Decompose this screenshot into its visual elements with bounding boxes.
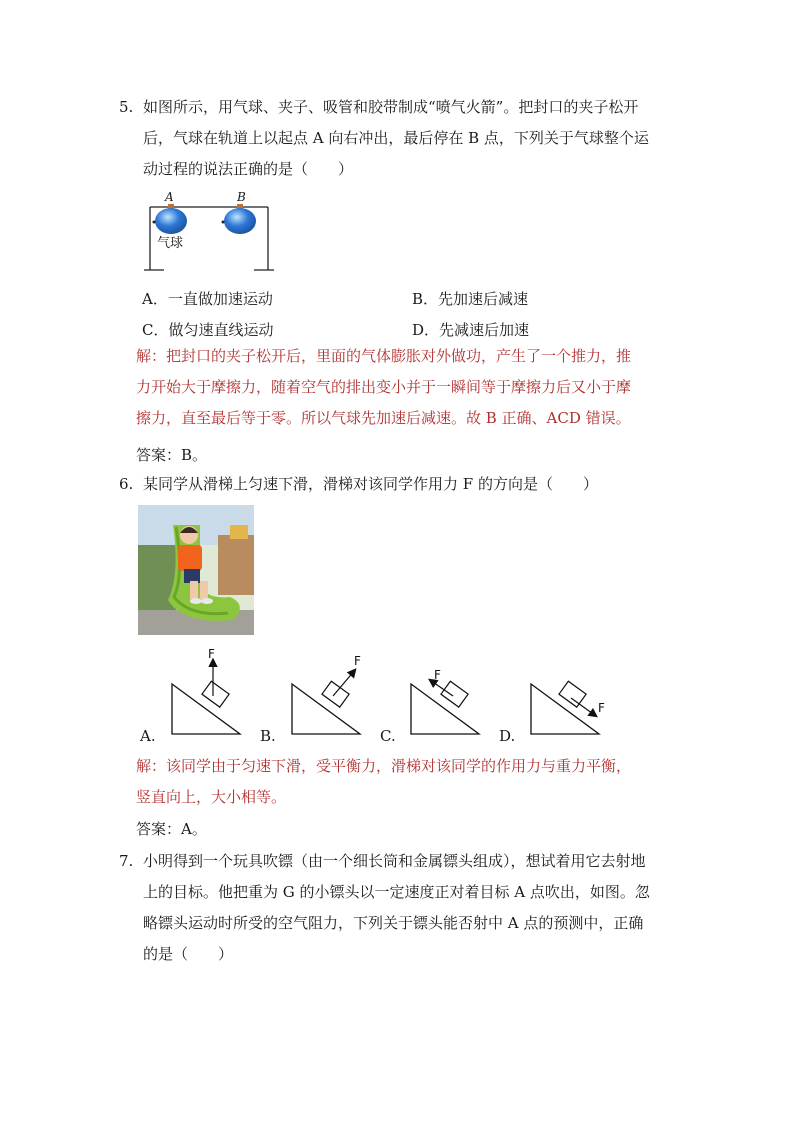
question-line: 的是（ ） (143, 945, 234, 963)
question-text (143, 469, 679, 500)
nozzle-a (153, 221, 156, 224)
nozzle-b (222, 221, 225, 224)
question-line: 上的目标。他把重为 G 的小镖头以一定速度正对着目标 A 点吹出，如图。忽 (143, 883, 650, 901)
question-7 (119, 846, 679, 970)
solution-line: 力开始大于摩擦力，随着空气的排出变小并于一瞬间等于摩擦力后又小于摩 (136, 378, 632, 396)
balloon-b (224, 208, 256, 234)
question-line: 动过程的说法正确的是（ ） (143, 160, 354, 178)
solution-line: 解：该同学由于匀速下滑，受平衡力，滑梯对该同学的作用力与重力平衡， (136, 757, 632, 775)
balloon-figure (140, 190, 280, 278)
solution-line: 擦力，直至最后等于零。所以气球先加速后减速。故 B 正确、ACD 错误。 (136, 409, 631, 427)
question-line: 略镖头运动时所受的空气阻力，下列关于镖头能否射中 A 点的预测中，正确 (143, 914, 644, 932)
option-b: B．先加速后减速 (412, 290, 529, 308)
option-c: C．做匀速直线运动 (142, 321, 274, 339)
question-line: 小明得到一个玩具吹镖（由一个细长筒和金属镖头组成），想试着用它去射地 (143, 852, 646, 870)
option-d: D. (499, 727, 516, 745)
point-b-label: B (237, 190, 246, 204)
option-b: B. (260, 727, 276, 745)
option-a: A．一直做加速运动 (142, 290, 273, 308)
question-line: 如图所示，用气球、夹子、吸管和胶带制成“喷气火箭”。把封口的夹子松开 (143, 98, 639, 116)
force-label-a: F (208, 647, 215, 661)
question-number: 6. (119, 475, 134, 493)
solution-line: 竖直向上，大小相等。 (136, 788, 287, 806)
question-text (143, 846, 679, 970)
answer-5: 答案：B。 (136, 446, 208, 464)
child-on-slide-image (138, 505, 254, 635)
solution-5 (136, 341, 681, 434)
balloon-track-diagram (140, 190, 280, 278)
force-label-c: F (434, 668, 441, 682)
solution-line: 解：把封口的夹子松开后，里面的气体膨胀对外做功，产生了一个推力，推 (136, 347, 632, 365)
balloon-a (155, 208, 187, 234)
balloon-label: 气球 (157, 236, 184, 251)
point-a-label: A (165, 190, 174, 204)
question-5 (119, 92, 679, 185)
question-number: 5. (119, 98, 134, 116)
diagram-b (292, 670, 360, 734)
question-number: 7. (119, 852, 134, 870)
diagram-c (411, 680, 479, 734)
force-label-d: F (598, 701, 605, 715)
answer-6: 答案：A。 (136, 820, 207, 838)
force-label-b: F (354, 654, 361, 668)
diagram-a (172, 660, 240, 734)
option-c: C. (380, 727, 396, 745)
diagram-d (531, 681, 599, 734)
slide-photo (138, 505, 254, 635)
question-text (143, 92, 679, 185)
question-6 (119, 469, 679, 500)
question-line: 某同学从滑梯上匀速下滑，滑梯对该同学作用力 F 的方向是（ ） (143, 475, 598, 493)
question-line: 后，气球在轨道上以起点 A 向右冲出，最后停在 B 点，下列关于气球整个运 (143, 129, 649, 147)
option-a: A. (140, 727, 156, 745)
option-d: D．先减速后加速 (412, 321, 530, 339)
solution-6 (136, 751, 681, 813)
